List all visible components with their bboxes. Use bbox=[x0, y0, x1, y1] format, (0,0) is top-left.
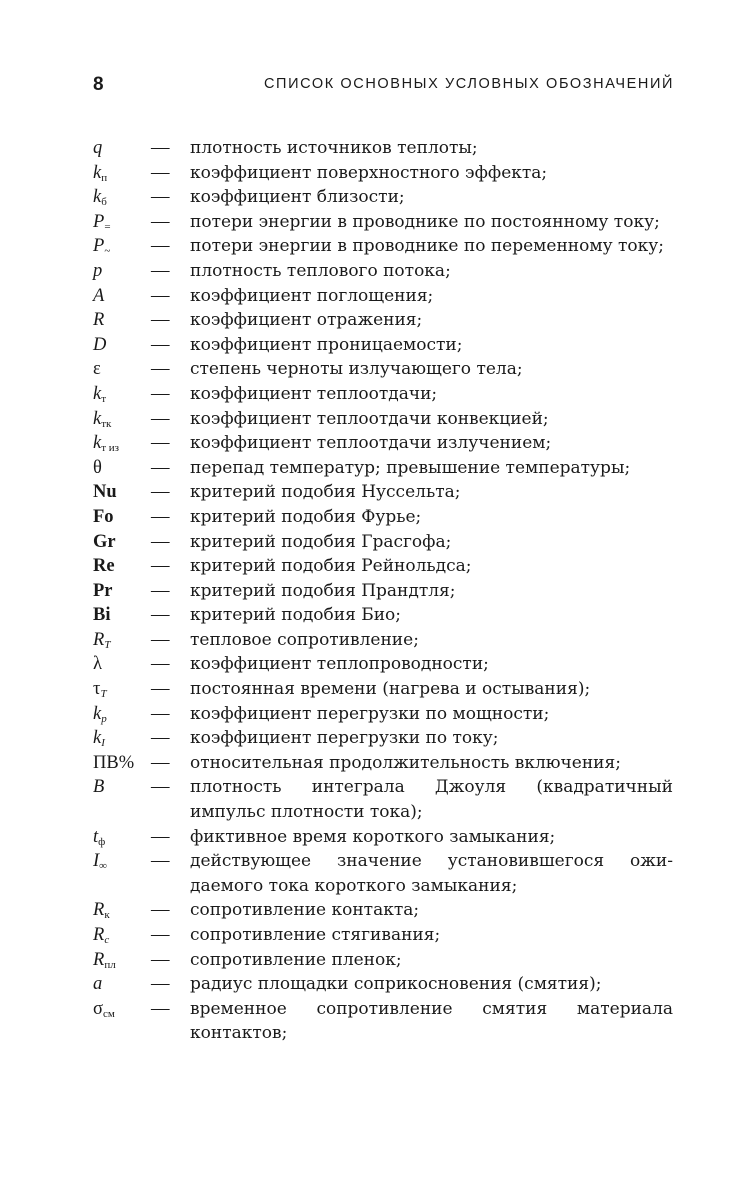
symbol-entry bbox=[93, 603, 673, 628]
em-dash: — bbox=[151, 949, 170, 970]
symbol-description: коэффициент теплоотдачи; bbox=[190, 383, 438, 404]
symbol-subscript: ф bbox=[98, 835, 106, 848]
symbol-main: R bbox=[93, 310, 105, 331]
symbol-entry bbox=[93, 554, 673, 579]
symbol-description: временное сопротивление смятия материала контактов; bbox=[190, 998, 673, 1044]
symbol-main: k bbox=[93, 187, 102, 208]
symbol-subscript: п bbox=[101, 171, 108, 184]
symbol bbox=[93, 751, 151, 776]
em-dash: — bbox=[151, 211, 170, 232]
symbol-description: потери энергии в проводнике по постоянному току; bbox=[190, 211, 660, 232]
em-dash: — bbox=[151, 826, 170, 847]
symbol-subscript: I bbox=[101, 737, 105, 750]
symbol-subscript: т bbox=[101, 392, 107, 405]
symbol-entry bbox=[93, 407, 673, 432]
symbol-entry bbox=[93, 972, 673, 997]
em-dash: — bbox=[151, 285, 170, 306]
symbol bbox=[93, 997, 151, 1022]
symbol-description: сопротивление стягивания; bbox=[190, 925, 441, 945]
symbol bbox=[93, 628, 151, 653]
symbol bbox=[93, 898, 151, 923]
symbol-main: Pr bbox=[93, 580, 113, 601]
symbol-entry bbox=[93, 308, 673, 333]
symbol-description: критерий подобия Прандтля; bbox=[190, 580, 456, 601]
symbol-main: R bbox=[93, 900, 105, 921]
em-dash: — bbox=[151, 138, 170, 158]
em-dash: — bbox=[151, 974, 170, 995]
symbol-main: Bi bbox=[93, 605, 111, 626]
symbol-main: D bbox=[93, 334, 107, 355]
symbol bbox=[93, 849, 151, 874]
symbol bbox=[93, 431, 151, 456]
symbol-subscript: T bbox=[100, 688, 107, 701]
em-dash: — bbox=[151, 851, 170, 872]
em-dash: — bbox=[151, 383, 170, 404]
symbol-description: коэффициент перегрузки по мощности; bbox=[190, 703, 550, 724]
symbol bbox=[93, 726, 151, 751]
symbol-main: a bbox=[93, 974, 103, 995]
symbol-entry bbox=[93, 357, 673, 382]
symbol-subscript: т из bbox=[101, 442, 120, 455]
symbol-main: Re bbox=[93, 556, 115, 577]
symbol-description: коэффициент поглощения; bbox=[190, 285, 434, 306]
em-dash: — bbox=[151, 162, 170, 183]
symbol bbox=[93, 259, 151, 284]
symbol-description: тепловое сопротивление; bbox=[190, 629, 419, 650]
symbol-subscript: c bbox=[104, 934, 110, 946]
symbol bbox=[93, 652, 151, 677]
symbol bbox=[93, 308, 151, 333]
page-number: 8 bbox=[93, 74, 104, 95]
symbol-entry bbox=[93, 161, 673, 186]
symbol-entry bbox=[93, 530, 673, 555]
symbol-entry bbox=[93, 726, 673, 751]
symbol-description: коэффициент перегрузки по току; bbox=[190, 728, 499, 749]
em-dash: — bbox=[151, 334, 170, 355]
em-dash: — bbox=[151, 556, 170, 577]
symbol bbox=[93, 234, 151, 259]
em-dash: — bbox=[151, 654, 170, 675]
symbol-main: k bbox=[93, 703, 102, 724]
em-dash: — bbox=[151, 752, 170, 773]
symbol bbox=[93, 825, 151, 850]
symbol-main: θ bbox=[93, 457, 102, 478]
running-title: СПИСОК ОСНОВНЫХ УСЛОВНЫХ ОБОЗНАЧЕНИЙ bbox=[263, 76, 674, 92]
symbol bbox=[93, 357, 151, 382]
symbol-main: λ bbox=[93, 654, 102, 675]
symbol-entry bbox=[93, 136, 673, 161]
em-dash: — bbox=[151, 629, 170, 650]
em-dash: — bbox=[151, 187, 170, 208]
em-dash: — bbox=[151, 728, 170, 749]
symbol-entry bbox=[93, 948, 673, 973]
symbol-subscript: ~ bbox=[104, 245, 111, 258]
symbol bbox=[93, 579, 151, 604]
symbol-description: критерий подобия Нуссельта; bbox=[190, 482, 461, 503]
symbol-description: критерий подобия Био; bbox=[190, 605, 401, 626]
symbol-entry bbox=[93, 751, 673, 776]
symbol bbox=[93, 554, 151, 579]
symbol bbox=[93, 702, 151, 727]
symbol-description: потери энергии в проводнике по переменному току; bbox=[190, 236, 664, 257]
symbol-entry bbox=[93, 849, 673, 898]
symbol-main: I bbox=[93, 851, 100, 872]
symbol-main: σ bbox=[93, 998, 103, 1019]
em-dash: — bbox=[151, 408, 170, 429]
symbol-main: ПВ% bbox=[93, 752, 135, 773]
symbol-entry bbox=[93, 825, 673, 850]
symbol-main: k bbox=[93, 433, 102, 454]
symbol-description: коэффициент отражения; bbox=[190, 310, 423, 331]
symbol-entry bbox=[93, 431, 673, 456]
em-dash: — bbox=[151, 777, 170, 798]
symbol-entry bbox=[93, 702, 673, 727]
symbol-main: Gr bbox=[93, 531, 116, 552]
symbol-main: k bbox=[93, 383, 102, 404]
symbol-subscript: тк bbox=[101, 417, 112, 430]
em-dash: — bbox=[151, 925, 170, 945]
symbol-description: критерий подобия Рейнольдса; bbox=[190, 556, 472, 577]
symbol-description: коэффициент поверхностного эффекта; bbox=[190, 162, 548, 183]
em-dash: — bbox=[151, 679, 170, 700]
symbol-subscript: p bbox=[101, 712, 107, 725]
symbol bbox=[93, 382, 151, 407]
symbol-description: плотность теплового потока; bbox=[190, 260, 451, 281]
em-dash: — bbox=[151, 260, 170, 281]
em-dash: — bbox=[151, 433, 170, 454]
symbol-description: перепад температур; превышение температуры; bbox=[190, 457, 631, 478]
symbol-main: Fo bbox=[93, 506, 114, 527]
em-dash: — bbox=[151, 506, 170, 527]
symbol bbox=[93, 505, 151, 530]
symbol-main: q bbox=[93, 138, 103, 158]
symbol bbox=[93, 407, 151, 432]
symbol-main: R bbox=[93, 949, 105, 970]
symbol-description: коэффициент теплоотдачи конвекцией; bbox=[190, 408, 549, 429]
symbol-description: сопротивление контакта; bbox=[190, 900, 420, 921]
symbol-entry bbox=[93, 234, 673, 259]
symbol-entry bbox=[93, 382, 673, 407]
symbol-main: A bbox=[93, 285, 105, 306]
symbol-entry bbox=[93, 677, 673, 702]
symbol-main: R bbox=[93, 925, 105, 945]
symbol-entry bbox=[93, 333, 673, 358]
symbol-entry bbox=[93, 505, 673, 530]
symbol-subscript: = bbox=[104, 220, 111, 233]
symbol-subscript: T bbox=[104, 638, 111, 651]
symbol-description: коэффициент теплоотдачи излучением; bbox=[190, 433, 552, 454]
symbol-entry bbox=[93, 284, 673, 309]
symbol-entry bbox=[93, 652, 673, 677]
symbol-main: ε bbox=[93, 359, 101, 380]
symbol-main: R bbox=[93, 629, 105, 650]
symbol-entry bbox=[93, 210, 673, 235]
symbol-entry bbox=[93, 579, 673, 604]
em-dash: — bbox=[151, 998, 170, 1019]
page-header bbox=[93, 74, 674, 98]
symbol bbox=[93, 480, 151, 505]
em-dash: — bbox=[151, 580, 170, 601]
symbol bbox=[93, 677, 151, 702]
symbol bbox=[93, 161, 151, 186]
symbol bbox=[93, 775, 151, 800]
symbol-description: радиус площадки соприкосновения (смятия); bbox=[190, 974, 602, 995]
symbol-entry bbox=[93, 628, 673, 653]
symbol-description: плотность источников теплоты; bbox=[190, 138, 478, 158]
symbol-main: B bbox=[93, 777, 105, 798]
symbol-description: степень черноты излучающего тела; bbox=[190, 359, 523, 380]
symbol bbox=[93, 284, 151, 309]
symbol bbox=[93, 972, 151, 997]
symbol-subscript: ∞ bbox=[99, 860, 108, 873]
symbol bbox=[93, 185, 151, 210]
symbol-entry bbox=[93, 259, 673, 284]
symbol-description: плотность интеграла Джоуля (квадратичный импульс плотности тока); bbox=[190, 777, 673, 823]
symbol bbox=[93, 603, 151, 628]
symbol-main: Nu bbox=[93, 482, 117, 503]
symbol bbox=[93, 948, 151, 973]
symbol-entry bbox=[93, 775, 673, 824]
em-dash: — bbox=[151, 359, 170, 380]
symbol-entry bbox=[93, 185, 673, 210]
symbol bbox=[93, 456, 151, 481]
symbol-subscript: к bbox=[104, 909, 110, 922]
symbol-description: критерий подобия Грасгофа; bbox=[190, 531, 452, 552]
symbol-main: τ bbox=[93, 679, 101, 700]
em-dash: — bbox=[151, 900, 170, 921]
symbol-main: P bbox=[93, 211, 105, 232]
symbol-main: p bbox=[93, 260, 103, 281]
symbol bbox=[93, 210, 151, 235]
em-dash: — bbox=[151, 236, 170, 257]
symbol-main: k bbox=[93, 162, 102, 183]
symbol-subscript: см bbox=[102, 1007, 115, 1020]
symbol bbox=[93, 923, 151, 948]
symbol-entry bbox=[93, 997, 673, 1046]
symbol-entry bbox=[93, 456, 673, 481]
symbol-description: критерий подобия Фурье; bbox=[190, 506, 422, 527]
em-dash: — bbox=[151, 531, 170, 552]
symbol-main: k bbox=[93, 728, 102, 749]
em-dash: — bbox=[151, 605, 170, 626]
symbol bbox=[93, 333, 151, 358]
symbol-subscript: б bbox=[101, 196, 107, 209]
em-dash: — bbox=[151, 482, 170, 503]
symbol-main: t bbox=[93, 826, 99, 847]
symbol-description: коэффициент проницаемости; bbox=[190, 334, 463, 355]
symbol-entry bbox=[93, 480, 673, 505]
symbol-subscript: пл bbox=[104, 958, 116, 971]
em-dash: — bbox=[151, 703, 170, 724]
symbol-description: действующее значение установившегося ожидаемого тока короткого замыкания; bbox=[190, 851, 673, 896]
em-dash: — bbox=[151, 310, 170, 331]
symbol-main: P bbox=[93, 236, 105, 257]
symbol bbox=[93, 136, 151, 161]
symbol bbox=[93, 530, 151, 555]
symbol-description: сопротивление пленок; bbox=[190, 949, 402, 970]
symbol-description: постоянная времени (нагрева и остывания); bbox=[190, 679, 591, 700]
symbol-entry bbox=[93, 923, 673, 948]
symbol-entry bbox=[93, 898, 673, 923]
symbol-description: относительная продолжительность включения; bbox=[190, 752, 621, 773]
symbol-description: коэффициент близости; bbox=[190, 187, 405, 208]
symbol-description: фиктивное время короткого замыкания; bbox=[190, 826, 556, 847]
em-dash: — bbox=[151, 457, 170, 478]
symbol-main: k bbox=[93, 408, 102, 429]
symbol-list bbox=[93, 136, 673, 1046]
symbol-description: коэффициент теплопроводности; bbox=[190, 654, 489, 675]
